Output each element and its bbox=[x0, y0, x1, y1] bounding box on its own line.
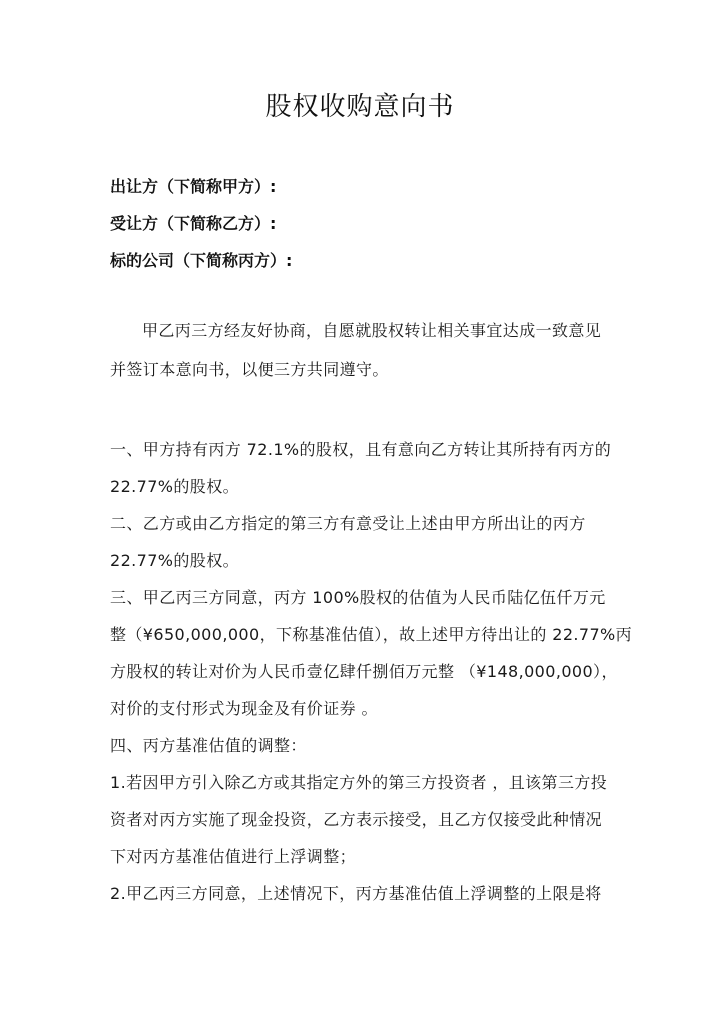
clause-4-1-line: 下对丙方基准估值进行上浮调整； bbox=[110, 847, 357, 866]
clause-2-line: 二、乙方或由乙方指定的第三方有意受让上述由甲方所出让的丙方 bbox=[110, 514, 586, 533]
clause-3-line: 对价的支付形式为现金及有价证券 。 bbox=[110, 699, 378, 718]
clause-1-line: 22.77%的股权。 bbox=[110, 477, 240, 496]
clause-2-line: 22.77%的股权。 bbox=[110, 551, 240, 570]
clause-1-line: 一、甲方持有丙方 72.1%的股权，且有意向乙方转让其所持有丙方的 bbox=[110, 440, 612, 459]
clause-3-line: 方股权的转让对价为人民币壹亿肆仟捌佰万元整 （¥148,000,000）， bbox=[110, 662, 618, 681]
clause-4-1-line: 资者对丙方实施了现金投资，乙方表示接受，且乙方仅接受此种情况 bbox=[110, 810, 603, 829]
clause-3-line: 整（¥650,000,000，下称基准估值），故上述甲方待出让的 22.77%丙 bbox=[110, 625, 633, 644]
clause-3-line: 三、甲乙丙三方同意，丙方 100%股权的估值为人民币陆亿伍仟万元 bbox=[110, 588, 606, 607]
preamble-line: 甲乙丙三方经友好协商，自愿就股权转让相关事宜达成一致意见 bbox=[142, 321, 602, 340]
clause-4-1-line: 1.若因甲方引入除乙方或其指定方外的第三方投资者 ，且该第三方投 bbox=[110, 773, 608, 792]
transferor-label: 出让方（下简称甲方）: bbox=[110, 177, 277, 196]
transferee-label: 受让方（下简称乙方）: bbox=[110, 214, 277, 233]
document-title: 股权收购意向书 bbox=[265, 92, 455, 122]
preamble-line: 并签订本意向书，以便三方共同遵守。 bbox=[110, 360, 389, 379]
clause-4-2-line: 2.甲乙丙三方同意，上述情况下，丙方基准估值上浮调整的上限是将 bbox=[110, 884, 602, 903]
target-company-label: 标的公司（下简称丙方）: bbox=[110, 251, 293, 270]
clause-4-heading: 四、丙方基准估值的调整： bbox=[110, 736, 307, 755]
